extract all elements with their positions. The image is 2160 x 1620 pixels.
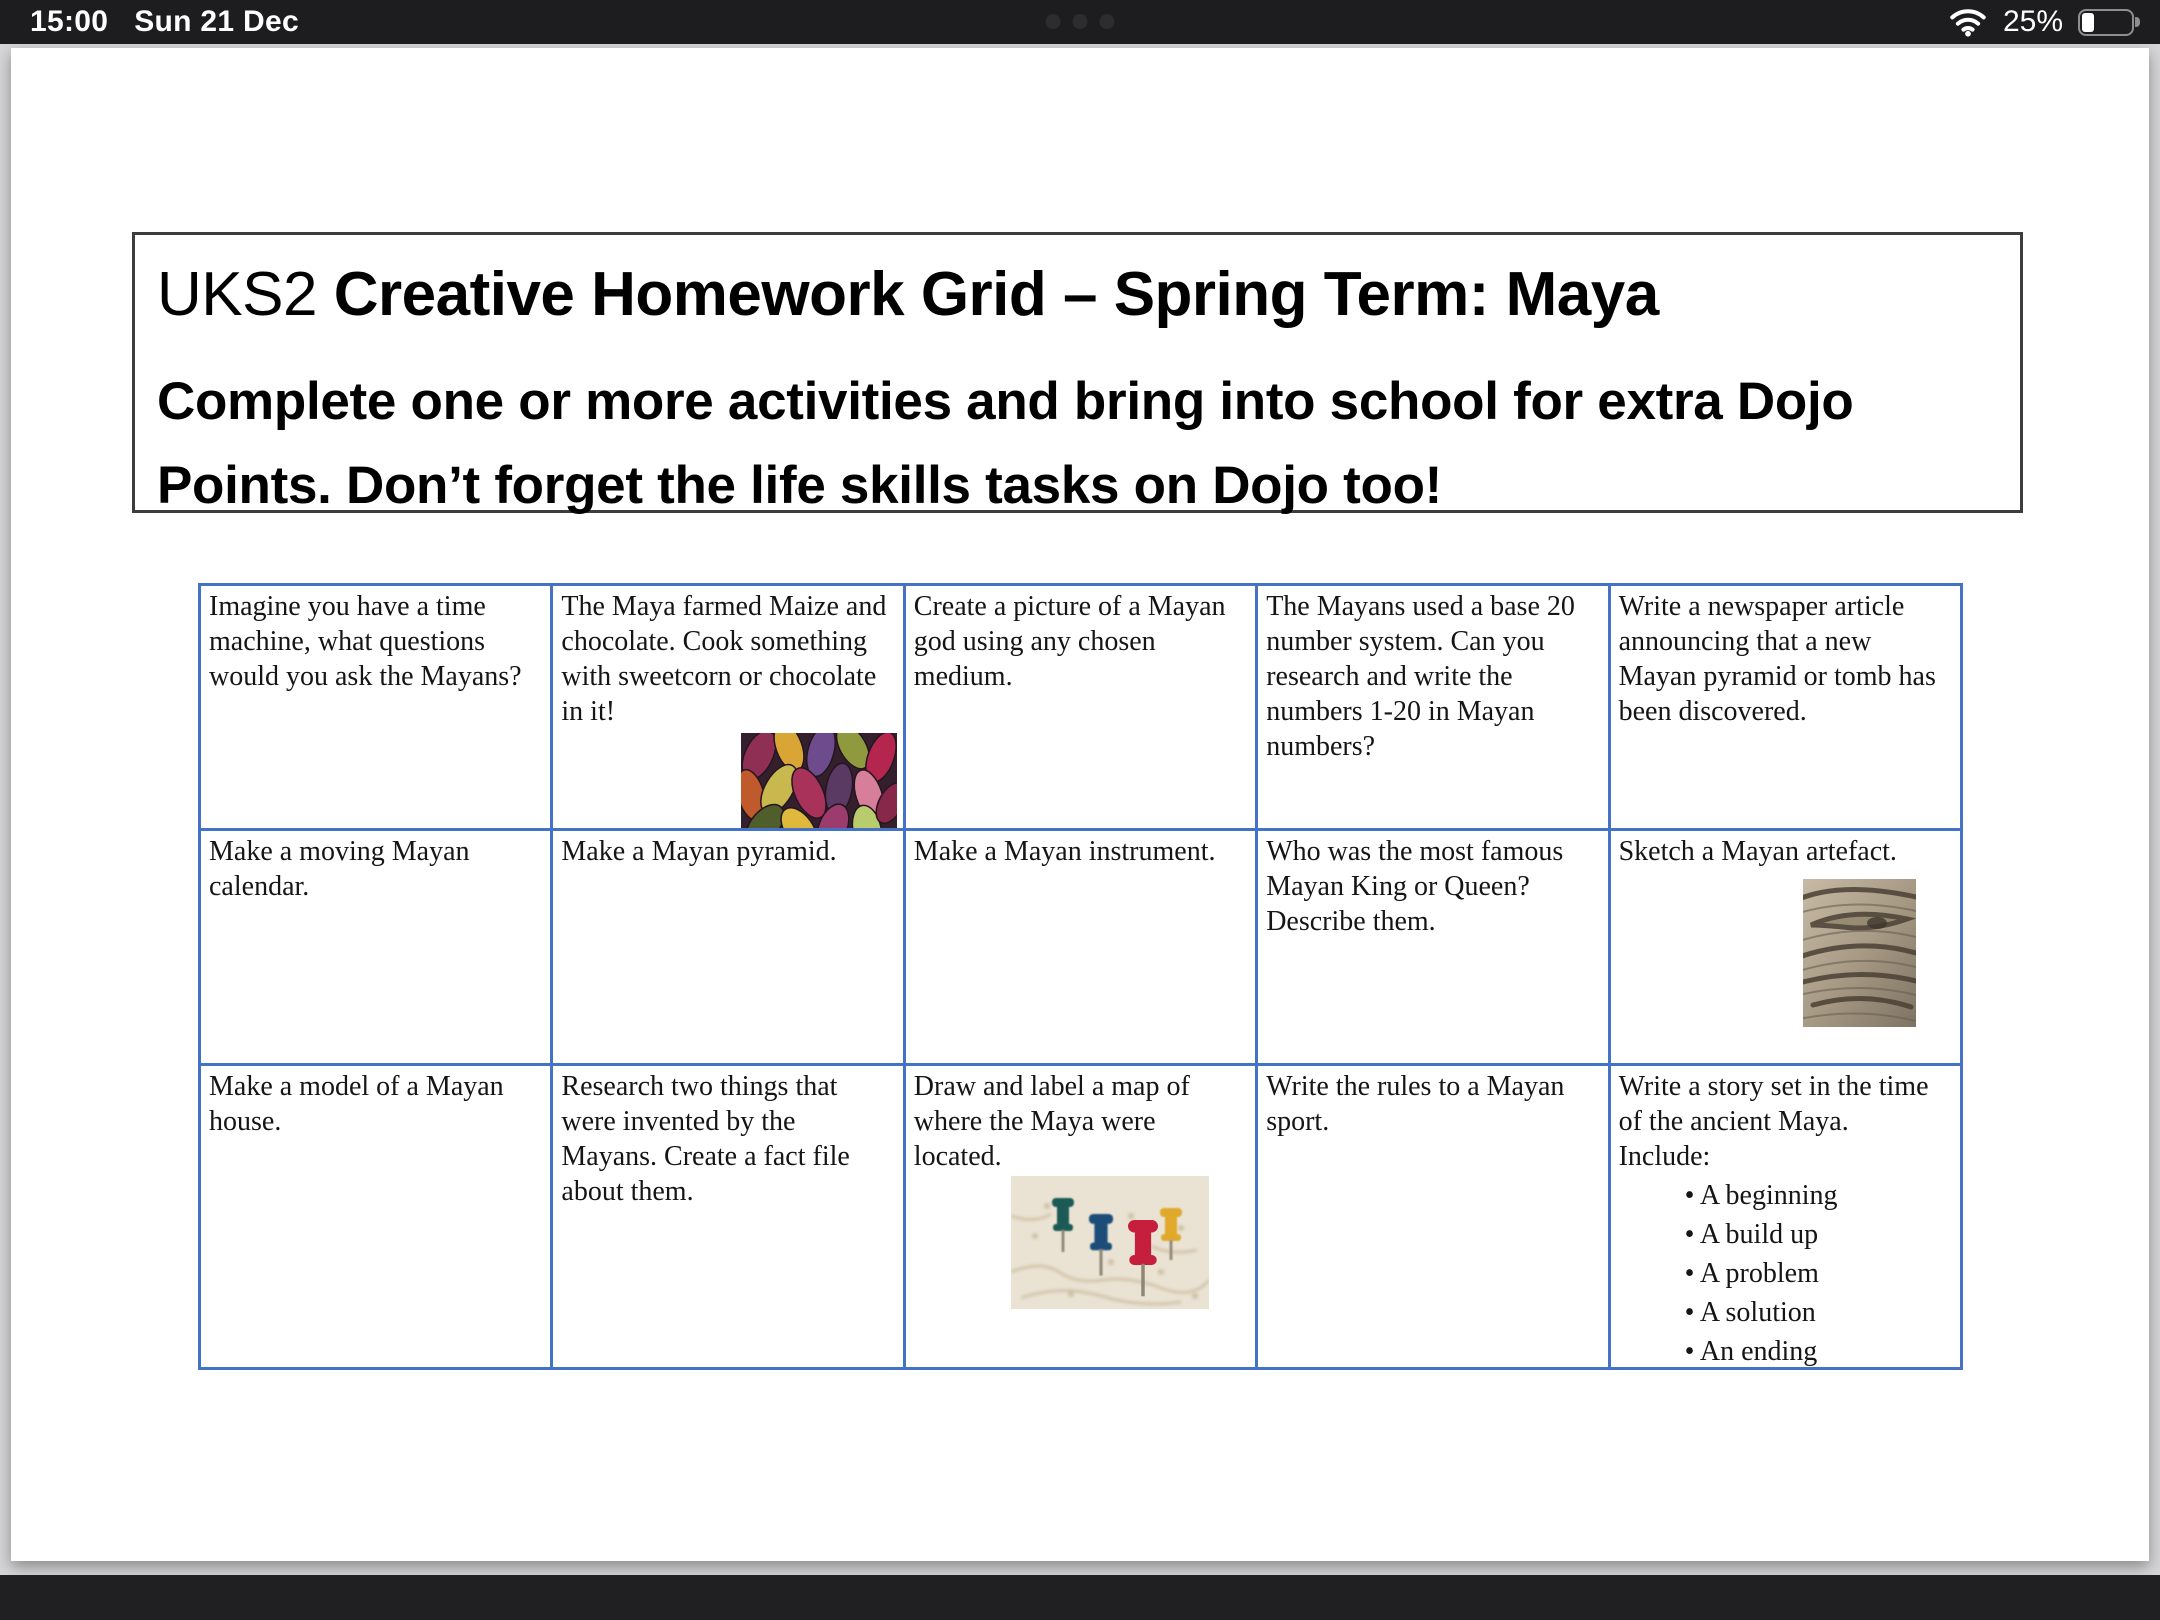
title-main: Creative Homework Grid – Spring Term: Maya xyxy=(333,260,1659,329)
cell-text: Create a picture of a Mayan god using any chosen medium. xyxy=(913,591,1226,692)
grid-cell-base20 xyxy=(1258,586,1610,831)
bullet-item: • A beginning xyxy=(1685,1176,1954,1215)
grid-cell-artefact xyxy=(1611,831,1963,1066)
title-box xyxy=(132,232,2023,513)
cell-text: Make a moving Mayan calendar. xyxy=(209,836,470,902)
status-date: Sun 21 Dec xyxy=(134,5,299,38)
status-right xyxy=(1948,5,2160,39)
cell-text: Write a newspaper article announcing that a new Mayan pyramid or tomb has been discovered. xyxy=(1618,591,1936,727)
map-pins-image xyxy=(1011,1176,1209,1309)
wifi-icon xyxy=(1948,7,1988,37)
status-bar xyxy=(0,0,2160,44)
cell-text: Make a Mayan instrument. xyxy=(913,836,1216,867)
grid-cell-instrument xyxy=(906,831,1258,1066)
grid-cell-newspaper xyxy=(1611,586,1963,831)
grid-cell-time-machine xyxy=(201,586,553,831)
include-label: Include: xyxy=(1618,1141,1711,1172)
cell-text: Research two things that were invented by the Mayans. Create a fact file about them. xyxy=(561,1071,850,1207)
home-bar xyxy=(0,1575,2160,1620)
homework-grid xyxy=(198,583,1963,1370)
cacao-pods-image xyxy=(741,733,897,831)
cell-text: The Maya farmed Maize and chocolate. Cook something with sweetcorn or chocolate in it! xyxy=(561,591,887,727)
cell-text: The Mayans used a base 20 number system. Can you research and write the numbers 1-20 in Mayan numbers? xyxy=(1266,591,1575,762)
bullet-item: • A solution xyxy=(1685,1293,1954,1332)
grid-cell-cook xyxy=(553,586,905,831)
mayan-artefact-image xyxy=(1803,879,1916,1027)
subtitle-line-2: Points. Don’t forget the life skills tasks on Dojo too! xyxy=(157,456,1443,515)
bullet-item: • A problem xyxy=(1685,1254,1954,1293)
bullet-item: • An ending xyxy=(1685,1332,1954,1370)
grid-cell-story xyxy=(1611,1066,1963,1370)
cell-text: Write the rules to a Mayan sport. xyxy=(1266,1071,1565,1137)
status-time: 15:00 xyxy=(30,5,109,38)
grid-cell-king-queen xyxy=(1258,831,1610,1066)
story-bullet-list xyxy=(1619,1176,1954,1370)
document-subtitle xyxy=(157,360,1996,528)
grid-cell-map xyxy=(906,1066,1258,1370)
document-page[interactable] xyxy=(11,48,2149,1561)
cell-text: Make a Mayan pyramid. xyxy=(561,836,837,867)
document-title xyxy=(157,259,1996,330)
battery-icon xyxy=(2078,9,2134,36)
grid-cell-house-model xyxy=(201,1066,553,1370)
cell-text: Who was the most famous Mayan King or Queen? Describe them. xyxy=(1266,836,1564,937)
grid-cell-sport-rules xyxy=(1258,1066,1610,1370)
bullet-item: • A build up xyxy=(1685,1215,1954,1254)
battery-percent: 25% xyxy=(2002,5,2063,38)
cell-text: Write a story set in the time of the ancient Maya. xyxy=(1618,1071,1929,1137)
grid-cell-pyramid xyxy=(553,831,905,1066)
grid-cell-god-picture xyxy=(906,586,1258,831)
cell-text: Make a model of a Mayan house. xyxy=(209,1071,504,1137)
status-left xyxy=(0,5,299,39)
subtitle-line-1: Complete one or more activities and bring into school for extra Dojo xyxy=(157,372,1854,431)
title-prefix: UKS2 xyxy=(157,260,317,329)
cell-text: Draw and label a map of where the Maya were located. xyxy=(913,1071,1190,1172)
cell-text: Imagine you have a time machine, what questions would you ask the Mayans? xyxy=(209,591,522,692)
multitasking-indicator-icon xyxy=(1046,14,1115,29)
cell-text: Sketch a Mayan artefact. xyxy=(1618,836,1897,867)
grid-cell-inventions xyxy=(553,1066,905,1370)
grid-cell-calendar xyxy=(201,831,553,1066)
